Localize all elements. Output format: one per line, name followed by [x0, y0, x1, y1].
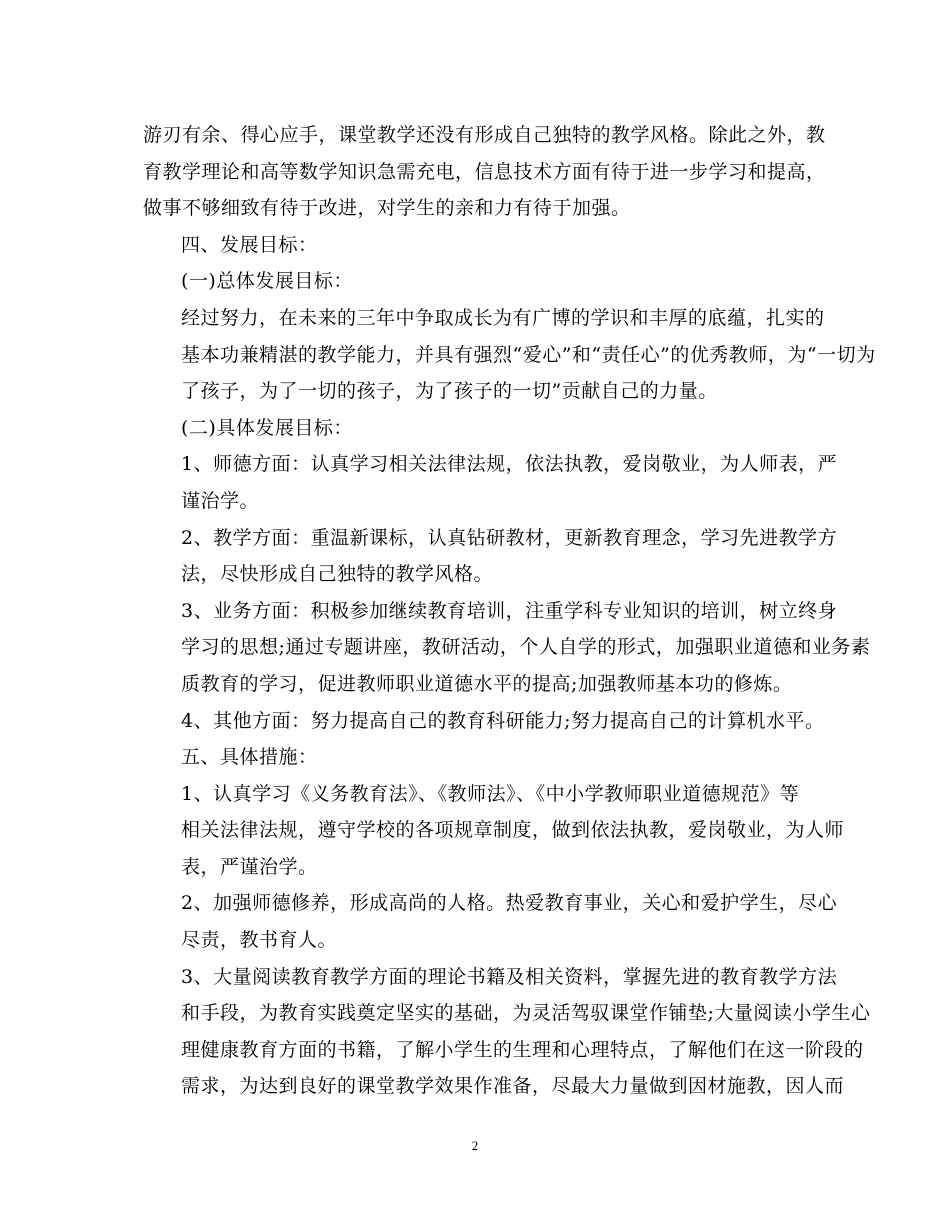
text-line: 尽责，教书育人。 — [181, 929, 338, 952]
text-line: 学习的思想;通过专题讲座，教研活动，个人自学的形式，加强职业道德和业务素 — [181, 636, 871, 659]
text-line: 四、发展目标： — [181, 233, 318, 256]
paragraph-measure-3 — [143, 959, 871, 1105]
paragraph-overall-goals — [143, 300, 876, 410]
text-line: (一)总体发展目标： — [181, 270, 353, 293]
text-line: 质教育的学习，促进教师职业道德水平的提高;加强教师基本功的修炼。 — [181, 672, 793, 695]
text-line: 了孩子，为了一切的孩子，为了孩子的一切”贡献自己的力量。 — [181, 380, 718, 403]
text-line: 4、其他方面：努力提高自己的教育科研能力;努力提高自己的计算机水平。 — [181, 709, 825, 732]
text-line: 五、具体措施： — [181, 746, 318, 769]
paragraph-1 — [143, 117, 826, 227]
paragraph-goal-other — [143, 703, 825, 740]
text-line: 1、认真学习《义务教育法》、《教师法》、《中小学教师职业道德规范》等 — [181, 782, 800, 805]
section-heading-development-goals — [143, 227, 808, 264]
section-heading-measures — [143, 739, 808, 776]
subheading-specific-goals — [143, 410, 808, 447]
paragraph-goal-teaching — [143, 520, 838, 593]
text-line: 1、师德方面：认真学习相关法律法规，依法执教，爱岗敬业，为人师表，严 — [181, 453, 838, 476]
paragraph-goal-ethics — [143, 446, 838, 519]
text-line: 谨治学。 — [181, 489, 260, 512]
subheading-overall-goals — [143, 263, 808, 300]
paragraph-goal-professional — [143, 593, 871, 703]
text-line: 游刃有余、得心应手，课堂教学还没有形成自己独特的教学风格。除此之外，教 — [143, 124, 826, 146]
text-line: 3、业务方面：积极参加继续教育培训，注重学科专业知识的培训，树立终身 — [181, 599, 838, 622]
text-line: 2、加强师德修养，形成高尚的人格。热爱教育事业，关心和爱护学生，尽心 — [181, 892, 838, 915]
text-line: 3、大量阅读教育教学方面的理论书籍及相关资料，掌握先进的教育教学方法 — [181, 965, 838, 988]
text-line: (二)具体发展目标： — [181, 416, 353, 439]
text-line: 2、教学方面：重温新课标，认真钻研教材，更新教育理念，学习先进教学方 — [181, 526, 838, 549]
text-line: 相关法律法规，遵守学校的各项规章制度，做到依法执教，爱岗敬业，为人师 — [181, 819, 845, 842]
text-line: 和手段，为教育实践奠定坚实的基础，为灵活驾驭课堂作铺垫;大量阅读小学生心 — [181, 1002, 871, 1025]
text-line: 育教学理论和高等数学知识急需充电，信息技术方面有待于进一步学习和提高， — [143, 160, 826, 183]
text-line: 经过努力，在未来的三年中争取成长为有广博的学识和丰厚的底蕴，扎实的 — [181, 306, 825, 329]
text-line: 理健康教育方面的书籍，了解小学生的生理和心理特点，了解他们在这一阶段的 — [181, 1038, 864, 1061]
text-line: 需求，为达到良好的课堂教学效果作准备，尽最大力量做到因材施教，因人而 — [181, 1075, 845, 1098]
paragraph-measure-2 — [143, 885, 838, 958]
document-body — [143, 117, 876, 1105]
text-line: 基本功兼精湛的教学能力，并具有强烈“爱心”和“责任心”的优秀教师，为“一切为 — [181, 343, 876, 366]
text-line: 表，严谨治学。 — [181, 855, 318, 878]
page-number: 2 — [471, 1138, 479, 1153]
text-line: 法，尽快形成自己独特的教学风格。 — [181, 563, 494, 586]
text-line: 做事不够细致有待于改进，对学生的亲和力有待于加强。 — [143, 197, 631, 220]
paragraph-measure-1 — [143, 776, 845, 886]
